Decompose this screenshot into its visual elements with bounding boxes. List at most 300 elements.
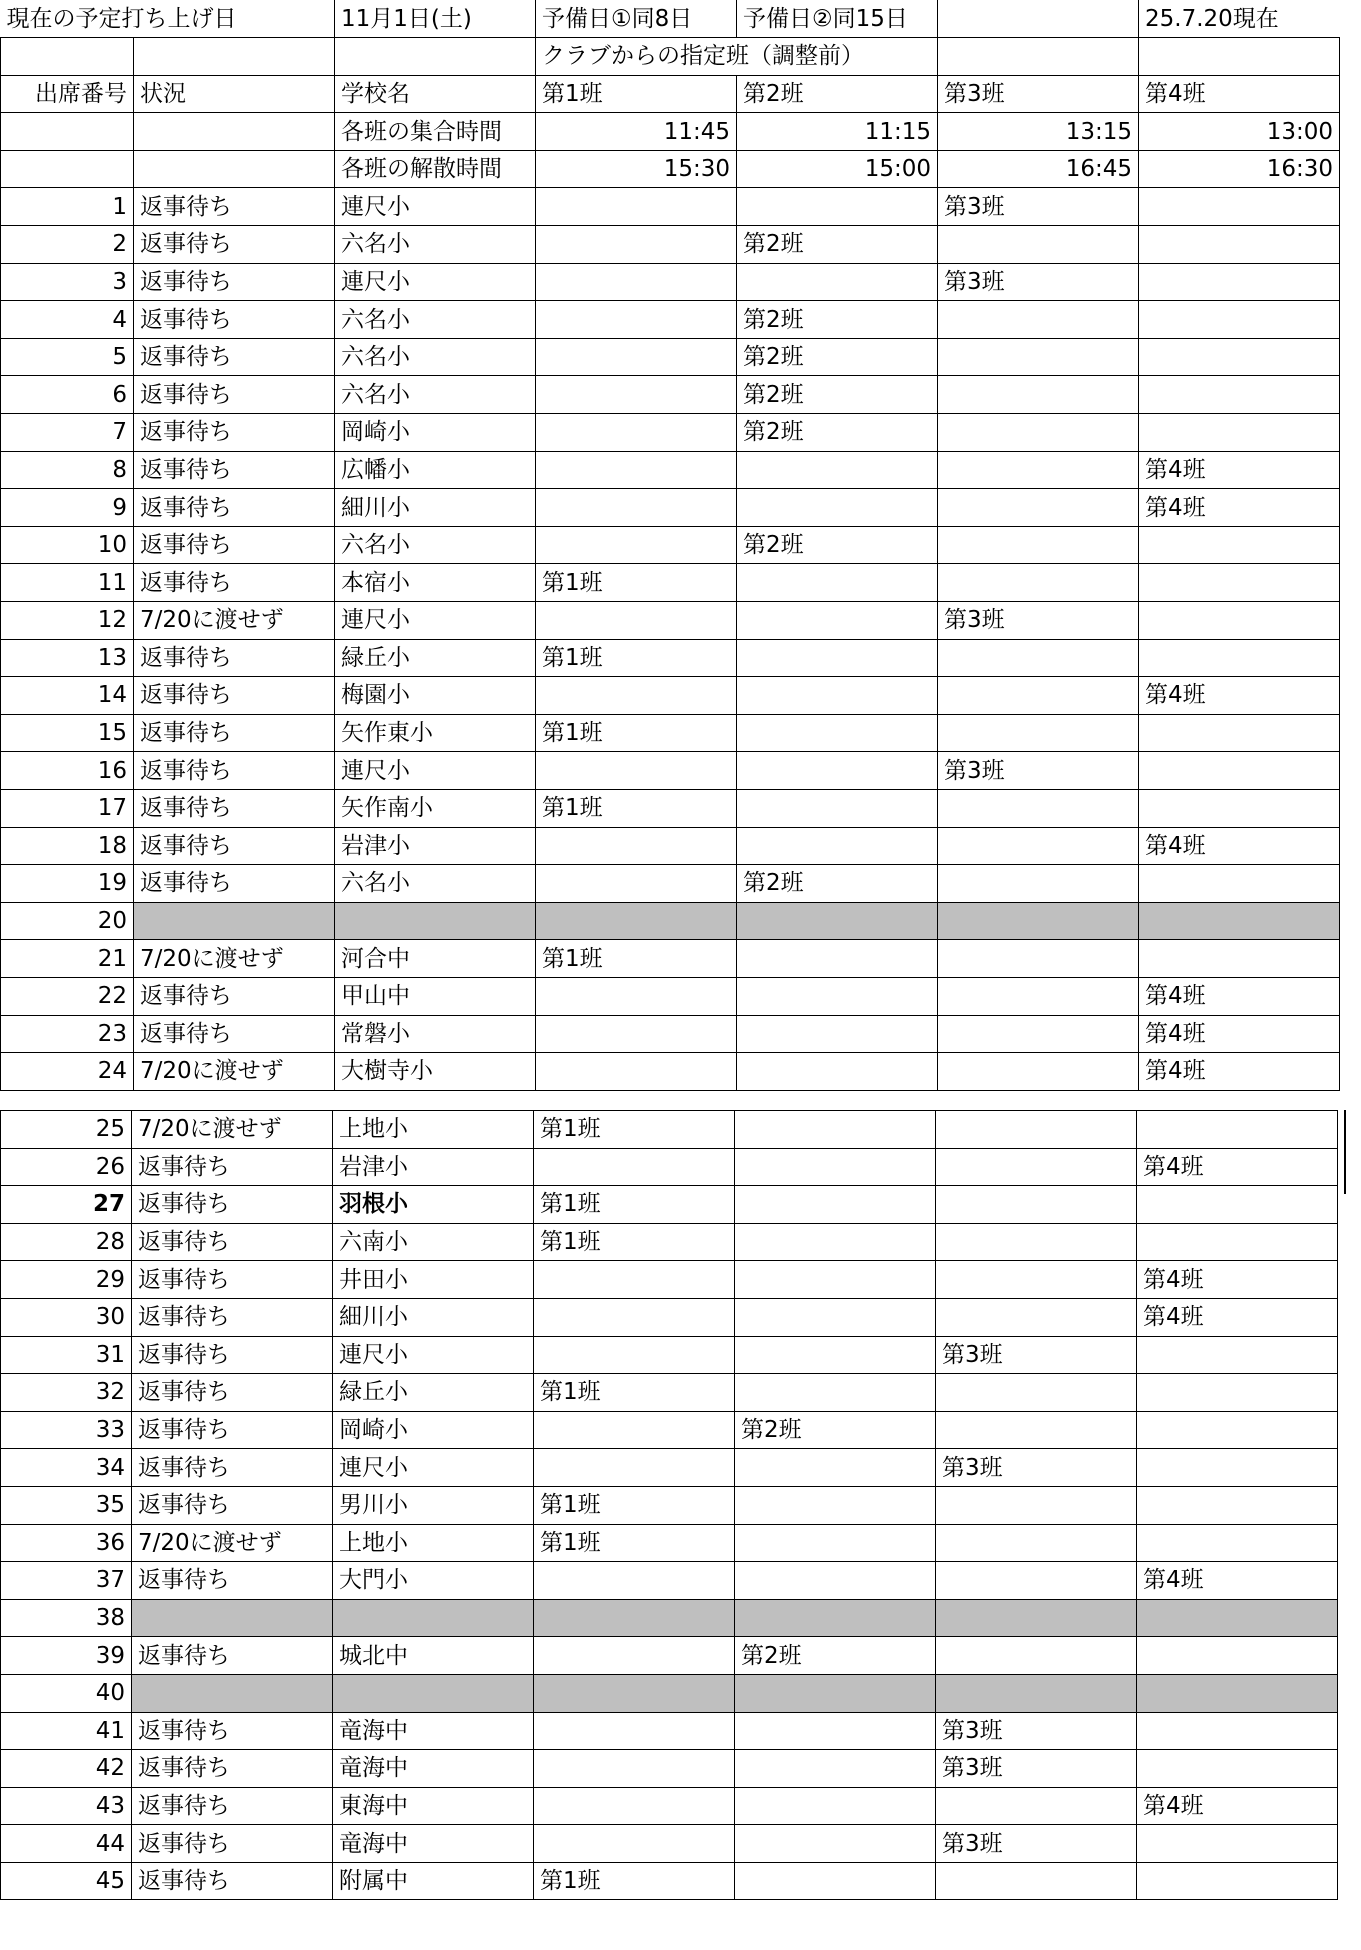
group-1-cell[interactable]: 第1班: [534, 1186, 735, 1224]
attendance-number[interactable]: 24: [1, 1053, 134, 1091]
group-2-cell[interactable]: [735, 1261, 936, 1299]
dismiss-time-group-3[interactable]: 16:45: [938, 150, 1139, 188]
group-4-cell[interactable]: 第4班: [1137, 1562, 1338, 1600]
group-4-cell[interactable]: 第4班: [1137, 1787, 1338, 1825]
cell[interactable]: [1, 38, 134, 76]
empty-cell[interactable]: [938, 0, 1139, 38]
backup-date-1[interactable]: 予備日①同8日: [536, 0, 737, 38]
school-cell[interactable]: 矢作南小: [335, 789, 536, 827]
group-1-cell[interactable]: [536, 526, 737, 564]
attendance-number[interactable]: 19: [1, 865, 134, 903]
group-2-cell[interactable]: [735, 1562, 936, 1600]
group-2-cell[interactable]: [737, 940, 938, 978]
group-3-cell[interactable]: [938, 414, 1139, 452]
group-2-cell[interactable]: [735, 1374, 936, 1412]
group-2-cell[interactable]: [735, 1148, 936, 1186]
attendance-number[interactable]: 26: [1, 1148, 132, 1186]
group-4-cell[interactable]: [1139, 376, 1340, 414]
group-2-cell[interactable]: 第2班: [737, 376, 938, 414]
column-header-school[interactable]: 学校名: [335, 75, 536, 113]
status-cell[interactable]: 返事待ち: [134, 752, 335, 790]
group-1-cell[interactable]: [534, 1787, 735, 1825]
group-1-cell[interactable]: [536, 752, 737, 790]
group-1-cell[interactable]: [534, 1449, 735, 1487]
group-3-cell[interactable]: [936, 1261, 1137, 1299]
group-1-cell[interactable]: [536, 188, 737, 226]
school-cell[interactable]: 上地小: [333, 1111, 534, 1149]
group-1-cell[interactable]: 第1班: [536, 564, 737, 602]
attendance-number[interactable]: 44: [1, 1825, 132, 1863]
status-cell[interactable]: 返事待ち: [132, 1712, 333, 1750]
school-cell[interactable]: 本宿小: [335, 564, 536, 602]
group-3-cell[interactable]: [936, 1148, 1137, 1186]
group-3-cell[interactable]: [938, 677, 1139, 715]
school-cell[interactable]: 岩津小: [333, 1148, 534, 1186]
school-cell[interactable]: 附属中: [333, 1862, 534, 1900]
school-cell[interactable]: 梅園小: [335, 677, 536, 715]
status-cell[interactable]: 返事待ち: [134, 489, 335, 527]
attendance-number[interactable]: 31: [1, 1336, 132, 1374]
group-3-cell[interactable]: [936, 1862, 1137, 1900]
group-3-cell[interactable]: 第3班: [938, 602, 1139, 640]
group-4-cell[interactable]: [1137, 1637, 1338, 1675]
group-4-cell[interactable]: [1139, 940, 1340, 978]
group-2-cell[interactable]: [737, 564, 938, 602]
school-cell[interactable]: [333, 1599, 534, 1637]
group-2-cell[interactable]: [735, 1111, 936, 1149]
attendance-number[interactable]: 1: [1, 188, 134, 226]
gather-time-group-2[interactable]: 11:15: [737, 113, 938, 151]
status-cell[interactable]: 返事待ち: [134, 1015, 335, 1053]
school-cell[interactable]: 緑丘小: [335, 639, 536, 677]
group-3-cell[interactable]: [938, 451, 1139, 489]
launch-date-label[interactable]: 現在の予定打ち上げ日: [1, 0, 335, 38]
group-2-cell[interactable]: [737, 902, 938, 940]
group-3-cell[interactable]: 第3班: [936, 1449, 1137, 1487]
group-2-cell[interactable]: 第2班: [737, 526, 938, 564]
status-cell[interactable]: 返事待ち: [134, 714, 335, 752]
group-3-cell[interactable]: [936, 1562, 1137, 1600]
group-1-cell[interactable]: [536, 414, 737, 452]
school-cell[interactable]: 連尺小: [333, 1449, 534, 1487]
school-cell[interactable]: 連尺小: [335, 263, 536, 301]
group-2-cell[interactable]: [737, 977, 938, 1015]
school-cell[interactable]: 大門小: [333, 1562, 534, 1600]
group-2-cell[interactable]: [737, 677, 938, 715]
status-cell[interactable]: 返事待ち: [134, 789, 335, 827]
attendance-number[interactable]: 42: [1, 1750, 132, 1788]
status-cell[interactable]: 返事待ち: [134, 451, 335, 489]
group-3-cell[interactable]: [938, 639, 1139, 677]
group-1-cell[interactable]: 第1班: [536, 940, 737, 978]
group-2-cell[interactable]: [737, 602, 938, 640]
group-1-cell[interactable]: 第1班: [536, 639, 737, 677]
group-4-cell[interactable]: 第4班: [1139, 677, 1340, 715]
attendance-number[interactable]: 41: [1, 1712, 132, 1750]
group-3-cell[interactable]: [938, 1015, 1139, 1053]
status-cell[interactable]: 返事待ち: [132, 1750, 333, 1788]
school-cell[interactable]: 大樹寺小: [335, 1053, 536, 1091]
status-cell[interactable]: 7/20に渡せず: [134, 1053, 335, 1091]
group-1-cell[interactable]: [536, 489, 737, 527]
status-cell[interactable]: 返事待ち: [134, 414, 335, 452]
attendance-number[interactable]: 4: [1, 301, 134, 339]
group-1-cell[interactable]: [534, 1599, 735, 1637]
group-4-cell[interactable]: [1139, 714, 1340, 752]
group-4-cell[interactable]: 第4班: [1137, 1148, 1338, 1186]
school-cell[interactable]: 六名小: [335, 526, 536, 564]
group-1-cell[interactable]: [534, 1637, 735, 1675]
group-3-cell[interactable]: 第3班: [938, 188, 1139, 226]
status-cell[interactable]: 返事待ち: [134, 639, 335, 677]
school-cell[interactable]: 連尺小: [335, 188, 536, 226]
column-header-group-4[interactable]: 第4班: [1139, 75, 1340, 113]
attendance-number[interactable]: 25: [1, 1111, 132, 1149]
school-cell[interactable]: 竜海中: [333, 1825, 534, 1863]
group-3-cell[interactable]: [936, 1787, 1137, 1825]
attendance-number[interactable]: 11: [1, 564, 134, 602]
group-4-cell[interactable]: 第4班: [1139, 977, 1340, 1015]
group-4-cell[interactable]: [1137, 1449, 1338, 1487]
school-cell[interactable]: 細川小: [335, 489, 536, 527]
school-cell[interactable]: 竜海中: [333, 1712, 534, 1750]
group-1-cell[interactable]: 第1班: [536, 789, 737, 827]
group-1-cell[interactable]: [536, 602, 737, 640]
dismiss-time-group-2[interactable]: 15:00: [737, 150, 938, 188]
status-cell[interactable]: 返事待ち: [132, 1223, 333, 1261]
status-cell[interactable]: 7/20に渡せず: [132, 1111, 333, 1149]
group-1-cell[interactable]: [536, 902, 737, 940]
group-3-cell[interactable]: [938, 714, 1139, 752]
group-3-cell[interactable]: [936, 1599, 1137, 1637]
group-2-cell[interactable]: [735, 1750, 936, 1788]
attendance-number[interactable]: 43: [1, 1787, 132, 1825]
status-cell[interactable]: 返事待ち: [132, 1562, 333, 1600]
group-1-cell[interactable]: [536, 376, 737, 414]
school-cell[interactable]: 東海中: [333, 1787, 534, 1825]
attendance-number[interactable]: 5: [1, 338, 134, 376]
status-cell[interactable]: 返事待ち: [132, 1148, 333, 1186]
group-3-cell[interactable]: [936, 1111, 1137, 1149]
status-cell[interactable]: 返事待ち: [134, 301, 335, 339]
attendance-number[interactable]: 22: [1, 977, 134, 1015]
status-cell[interactable]: 返事待ち: [132, 1336, 333, 1374]
school-cell[interactable]: 六名小: [335, 865, 536, 903]
group-4-cell[interactable]: [1139, 789, 1340, 827]
school-cell[interactable]: 羽根小: [333, 1186, 534, 1224]
group-3-cell[interactable]: [936, 1374, 1137, 1412]
group-4-cell[interactable]: 第4班: [1139, 451, 1340, 489]
group-3-cell[interactable]: [938, 827, 1139, 865]
group-4-cell[interactable]: [1137, 1825, 1338, 1863]
status-cell[interactable]: 返事待ち: [132, 1449, 333, 1487]
group-2-cell[interactable]: [735, 1298, 936, 1336]
group-1-cell[interactable]: [536, 338, 737, 376]
school-cell[interactable]: 甲山中: [335, 977, 536, 1015]
school-cell[interactable]: 岡崎小: [333, 1411, 534, 1449]
group-1-cell[interactable]: [534, 1411, 735, 1449]
group-4-cell[interactable]: [1139, 602, 1340, 640]
as-of-date[interactable]: 25.7.20現在: [1139, 0, 1340, 38]
group-1-cell[interactable]: [536, 263, 737, 301]
group-3-cell[interactable]: [938, 526, 1139, 564]
attendance-number[interactable]: 36: [1, 1524, 132, 1562]
status-cell[interactable]: 返事待ち: [132, 1298, 333, 1336]
group-2-cell[interactable]: 第2班: [737, 338, 938, 376]
group-2-cell[interactable]: [735, 1223, 936, 1261]
group-3-cell[interactable]: [938, 1053, 1139, 1091]
group-4-cell[interactable]: [1137, 1111, 1338, 1149]
status-cell[interactable]: 返事待ち: [132, 1825, 333, 1863]
status-cell[interactable]: 返事待ち: [132, 1862, 333, 1900]
group-3-cell[interactable]: [938, 789, 1139, 827]
group-4-cell[interactable]: 第4班: [1139, 827, 1340, 865]
group-3-cell[interactable]: 第3班: [936, 1336, 1137, 1374]
backup-date-2[interactable]: 予備日②同15日: [737, 0, 938, 38]
group-1-cell[interactable]: [536, 451, 737, 489]
group-4-cell[interactable]: [1137, 1524, 1338, 1562]
group-1-cell[interactable]: 第1班: [534, 1223, 735, 1261]
group-4-cell[interactable]: [1139, 226, 1340, 264]
group-1-cell[interactable]: [536, 977, 737, 1015]
group-3-cell[interactable]: [936, 1223, 1137, 1261]
attendance-number[interactable]: 30: [1, 1298, 132, 1336]
cell[interactable]: [1139, 38, 1340, 76]
attendance-number[interactable]: 7: [1, 414, 134, 452]
group-2-cell[interactable]: [737, 451, 938, 489]
school-cell[interactable]: 連尺小: [335, 602, 536, 640]
group-4-cell[interactable]: [1137, 1674, 1338, 1712]
status-cell[interactable]: 返事待ち: [132, 1374, 333, 1412]
attendance-number[interactable]: 27: [1, 1186, 132, 1224]
group-4-cell[interactable]: [1139, 301, 1340, 339]
group-3-cell[interactable]: 第3班: [938, 263, 1139, 301]
group-2-cell[interactable]: [735, 1486, 936, 1524]
club-assignment-label[interactable]: クラブからの指定班（調整前）: [536, 38, 938, 76]
group-2-cell[interactable]: [735, 1336, 936, 1374]
attendance-number[interactable]: 14: [1, 677, 134, 715]
group-4-cell[interactable]: [1137, 1599, 1338, 1637]
status-cell[interactable]: [132, 1674, 333, 1712]
group-4-cell[interactable]: 第4班: [1137, 1261, 1338, 1299]
school-cell[interactable]: 竜海中: [333, 1750, 534, 1788]
group-3-cell[interactable]: [938, 301, 1139, 339]
group-1-cell[interactable]: [536, 301, 737, 339]
group-3-cell[interactable]: [936, 1298, 1137, 1336]
group-2-cell[interactable]: [737, 188, 938, 226]
group-1-cell[interactable]: [534, 1336, 735, 1374]
group-3-cell[interactable]: [938, 376, 1139, 414]
status-cell[interactable]: [132, 1599, 333, 1637]
column-header-number[interactable]: 出席番号: [1, 75, 134, 113]
group-3-cell[interactable]: [936, 1637, 1137, 1675]
status-cell[interactable]: 7/20に渡せず: [134, 602, 335, 640]
status-cell[interactable]: 7/20に渡せず: [134, 940, 335, 978]
gather-time-group-1[interactable]: 11:45: [536, 113, 737, 151]
attendance-number[interactable]: 13: [1, 639, 134, 677]
group-4-cell[interactable]: [1137, 1374, 1338, 1412]
group-4-cell[interactable]: [1139, 188, 1340, 226]
attendance-number[interactable]: 12: [1, 602, 134, 640]
group-3-cell[interactable]: 第3班: [936, 1712, 1137, 1750]
group-3-cell[interactable]: [938, 564, 1139, 602]
school-cell[interactable]: 常磐小: [335, 1015, 536, 1053]
group-1-cell[interactable]: [536, 226, 737, 264]
attendance-number[interactable]: 23: [1, 1015, 134, 1053]
cell[interactable]: [134, 38, 335, 76]
group-2-cell[interactable]: 第2班: [737, 226, 938, 264]
group-4-cell[interactable]: [1137, 1862, 1338, 1900]
attendance-number[interactable]: 39: [1, 1637, 132, 1675]
group-4-cell[interactable]: 第4班: [1137, 1298, 1338, 1336]
group-4-cell[interactable]: [1139, 865, 1340, 903]
cell[interactable]: [938, 38, 1139, 76]
attendance-number[interactable]: 40: [1, 1674, 132, 1712]
school-cell[interactable]: 六名小: [335, 226, 536, 264]
group-1-cell[interactable]: [534, 1261, 735, 1299]
group-4-cell[interactable]: [1139, 639, 1340, 677]
attendance-number[interactable]: 18: [1, 827, 134, 865]
column-header-status[interactable]: 状況: [134, 75, 335, 113]
group-3-cell[interactable]: [938, 489, 1139, 527]
school-cell[interactable]: 城北中: [333, 1637, 534, 1675]
attendance-number[interactable]: 8: [1, 451, 134, 489]
attendance-number[interactable]: 29: [1, 1261, 132, 1299]
group-1-cell[interactable]: 第1班: [536, 714, 737, 752]
group-4-cell[interactable]: [1139, 338, 1340, 376]
column-header-group-1[interactable]: 第1班: [536, 75, 737, 113]
school-cell[interactable]: [333, 1674, 534, 1712]
group-3-cell[interactable]: [936, 1524, 1137, 1562]
attendance-number[interactable]: 16: [1, 752, 134, 790]
status-cell[interactable]: 返事待ち: [134, 564, 335, 602]
group-4-cell[interactable]: [1139, 263, 1340, 301]
school-cell[interactable]: 連尺小: [333, 1336, 534, 1374]
group-2-cell[interactable]: [737, 789, 938, 827]
dismiss-time-group-1[interactable]: 15:30: [536, 150, 737, 188]
group-1-cell[interactable]: [536, 827, 737, 865]
group-2-cell[interactable]: [735, 1524, 936, 1562]
status-cell[interactable]: 返事待ち: [134, 263, 335, 301]
group-1-cell[interactable]: [534, 1148, 735, 1186]
status-cell[interactable]: 7/20に渡せず: [132, 1524, 333, 1562]
school-cell[interactable]: 河合中: [335, 940, 536, 978]
group-4-cell[interactable]: [1139, 902, 1340, 940]
group-4-cell[interactable]: [1137, 1223, 1338, 1261]
attendance-number[interactable]: 15: [1, 714, 134, 752]
status-cell[interactable]: 返事待ち: [134, 188, 335, 226]
group-3-cell[interactable]: [936, 1411, 1137, 1449]
group-1-cell[interactable]: 第1班: [534, 1524, 735, 1562]
group-2-cell[interactable]: 第2班: [737, 301, 938, 339]
cell[interactable]: [134, 113, 335, 151]
attendance-number[interactable]: 45: [1, 1862, 132, 1900]
group-1-cell[interactable]: [534, 1825, 735, 1863]
status-cell[interactable]: 返事待ち: [132, 1637, 333, 1675]
group-2-cell[interactable]: [737, 489, 938, 527]
group-4-cell[interactable]: [1137, 1486, 1338, 1524]
gather-time-group-4[interactable]: 13:00: [1139, 113, 1340, 151]
status-cell[interactable]: 返事待ち: [134, 526, 335, 564]
group-1-cell[interactable]: [534, 1750, 735, 1788]
status-cell[interactable]: 返事待ち: [132, 1186, 333, 1224]
group-2-cell[interactable]: 第2班: [735, 1411, 936, 1449]
cell[interactable]: [1, 113, 134, 151]
group-4-cell[interactable]: [1137, 1186, 1338, 1224]
group-2-cell[interactable]: 第2班: [737, 865, 938, 903]
group-4-cell[interactable]: [1139, 526, 1340, 564]
group-2-cell[interactable]: [735, 1186, 936, 1224]
attendance-number[interactable]: 21: [1, 940, 134, 978]
group-2-cell[interactable]: [737, 1053, 938, 1091]
group-2-cell[interactable]: [737, 639, 938, 677]
attendance-number[interactable]: 17: [1, 789, 134, 827]
launch-date[interactable]: 11月1日(土): [335, 0, 536, 38]
attendance-number[interactable]: 32: [1, 1374, 132, 1412]
status-cell[interactable]: 返事待ち: [134, 865, 335, 903]
school-cell[interactable]: 六南小: [333, 1223, 534, 1261]
attendance-number[interactable]: 9: [1, 489, 134, 527]
group-2-cell[interactable]: [735, 1449, 936, 1487]
school-cell[interactable]: 六名小: [335, 301, 536, 339]
group-4-cell[interactable]: [1139, 414, 1340, 452]
group-1-cell[interactable]: 第1班: [534, 1111, 735, 1149]
attendance-number[interactable]: 3: [1, 263, 134, 301]
group-1-cell[interactable]: [536, 865, 737, 903]
group-3-cell[interactable]: 第3班: [938, 752, 1139, 790]
group-1-cell[interactable]: [536, 677, 737, 715]
dismiss-time-group-4[interactable]: 16:30: [1139, 150, 1340, 188]
group-3-cell[interactable]: 第3班: [936, 1750, 1137, 1788]
school-cell[interactable]: 緑丘小: [333, 1374, 534, 1412]
group-3-cell[interactable]: [938, 902, 1139, 940]
group-2-cell[interactable]: [735, 1712, 936, 1750]
cell[interactable]: [335, 38, 536, 76]
attendance-number[interactable]: 34: [1, 1449, 132, 1487]
group-3-cell[interactable]: [936, 1674, 1137, 1712]
group-3-cell[interactable]: 第3班: [936, 1825, 1137, 1863]
gather-time-group-3[interactable]: 13:15: [938, 113, 1139, 151]
school-cell[interactable]: 井田小: [333, 1261, 534, 1299]
group-2-cell[interactable]: [737, 263, 938, 301]
group-3-cell[interactable]: [938, 977, 1139, 1015]
group-4-cell[interactable]: [1137, 1336, 1338, 1374]
group-1-cell[interactable]: [534, 1562, 735, 1600]
group-2-cell[interactable]: [737, 714, 938, 752]
school-cell[interactable]: 広幡小: [335, 451, 536, 489]
group-3-cell[interactable]: [938, 338, 1139, 376]
group-1-cell[interactable]: 第1班: [534, 1862, 735, 1900]
status-cell[interactable]: 返事待ち: [134, 827, 335, 865]
group-3-cell[interactable]: [936, 1486, 1137, 1524]
group-3-cell[interactable]: [938, 865, 1139, 903]
dismiss-time-label[interactable]: 各班の解散時間: [335, 150, 536, 188]
group-3-cell[interactable]: [936, 1186, 1137, 1224]
group-2-cell[interactable]: [735, 1674, 936, 1712]
group-4-cell[interactable]: [1139, 564, 1340, 602]
group-4-cell[interactable]: 第4班: [1139, 1053, 1340, 1091]
group-2-cell[interactable]: [735, 1787, 936, 1825]
status-cell[interactable]: 返事待ち: [132, 1261, 333, 1299]
attendance-number[interactable]: 10: [1, 526, 134, 564]
attendance-number[interactable]: 35: [1, 1486, 132, 1524]
attendance-number[interactable]: 28: [1, 1223, 132, 1261]
group-3-cell[interactable]: [938, 940, 1139, 978]
school-cell[interactable]: 矢作東小: [335, 714, 536, 752]
school-cell[interactable]: 連尺小: [335, 752, 536, 790]
group-2-cell[interactable]: [737, 752, 938, 790]
cell[interactable]: [1, 150, 134, 188]
